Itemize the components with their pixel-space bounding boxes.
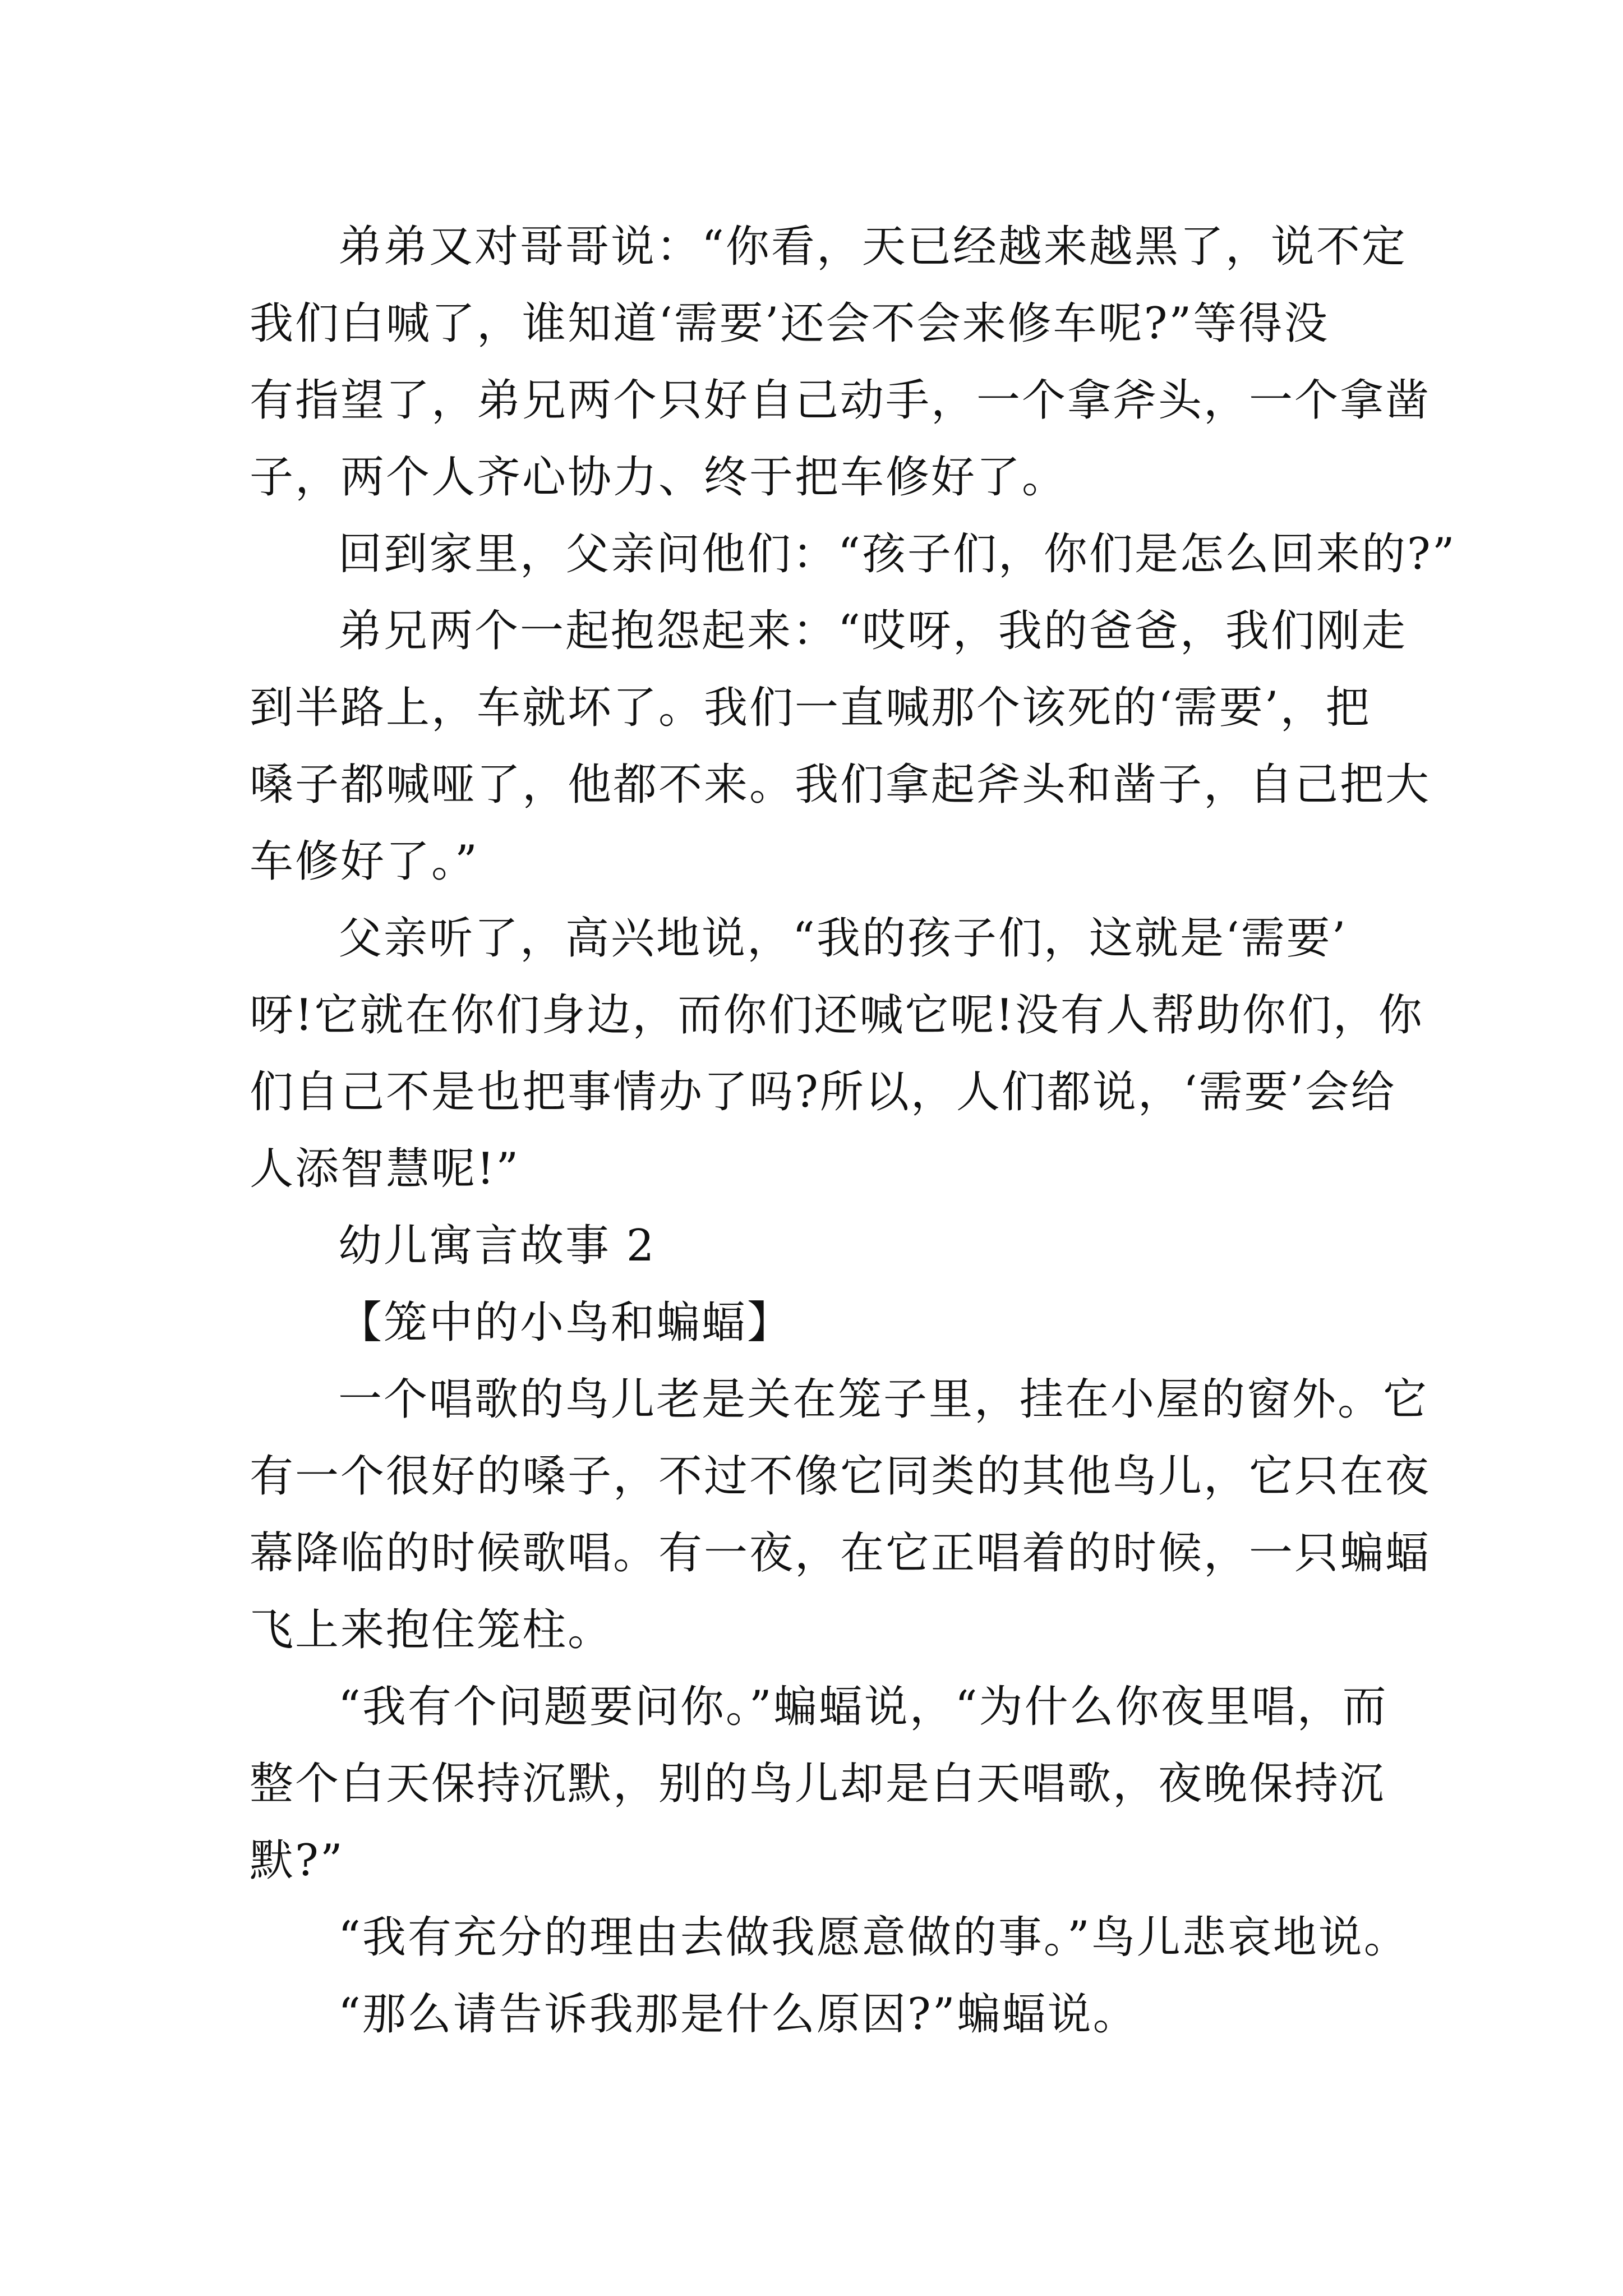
paragraph-line: 人添智慧呢!” [250, 1144, 520, 1194]
paragraph-line: 子，两个人齐心协力、终于把车修好了。 [250, 452, 1068, 503]
paragraph-line: 一个唱歌的鸟儿老是关在笼子里，挂在小屋的窗外。它 [338, 1374, 1429, 1425]
section-heading: 幼儿寓言故事 2 [338, 1221, 656, 1271]
paragraph-line: 我们白喊了，谁知道‘需要’还会不会来修车呢?”等得没 [250, 298, 1330, 349]
paragraph-line: 呀!它就在你们身边，而你们还喊它呢!没有人帮助你们，你 [250, 990, 1424, 1041]
story-title: 【笼中的小鸟和蝙蝠】 [338, 1297, 793, 1348]
paragraph-line: 整个白天保持沉默，别的鸟儿却是白天唱歌，夜晚保持沉 [250, 1759, 1386, 1809]
paragraph-line: 车修好了。” [250, 836, 479, 887]
paragraph-line: 飞上来抱住笼柱。 [250, 1605, 614, 1655]
paragraph-line: 弟兄两个一起抱怨起来：“哎呀，我的爸爸，我们刚走 [338, 606, 1407, 656]
document-body [250, 209, 1461, 2053]
paragraph-line: “我有个问题要问你。”蝙蝠说，“为什么你夜里唱，而 [338, 1682, 1388, 1732]
paragraph-line: “那么请告诉我那是什么原因?”蝙蝠说。 [338, 1989, 1138, 2040]
paragraph-line: 父亲听了，高兴地说，“我的孩子们，这就是‘需要’ [338, 913, 1348, 964]
paragraph-line: “我有充分的理由去做我愿意做的事。”鸟儿悲哀地说。 [338, 1912, 1409, 1963]
paragraph-line: 到半路上，车就坏了。我们一直喊那个该死的‘需要’，把 [250, 683, 1371, 733]
paragraph-line: 嗓子都喊哑了，他都不来。我们拿起斧头和凿子，自己把大 [250, 760, 1431, 810]
paragraph-line: 弟弟又对哥哥说：“你看，天已经越来越黑了，说不定 [338, 222, 1407, 272]
paragraph-line: 有一个很好的嗓子，不过不像它同类的其他鸟儿，它只在夜 [250, 1451, 1431, 1502]
paragraph-line: 回到家里，父亲问他们：“孩子们，你们是怎么回来的?” [338, 529, 1456, 579]
paragraph-line: 默?” [250, 1835, 344, 1886]
paragraph-line: 幕降临的时候歌唱。有一夜，在它正唱着的时候，一只蝙蝠 [250, 1528, 1431, 1579]
paragraph-line: 有指望了，弟兄两个只好自己动手，一个拿斧头，一个拿凿 [250, 375, 1431, 426]
paragraph-line: 们自己不是也把事情办了吗?所以，人们都说，‘需要’会给 [250, 1067, 1396, 1117]
